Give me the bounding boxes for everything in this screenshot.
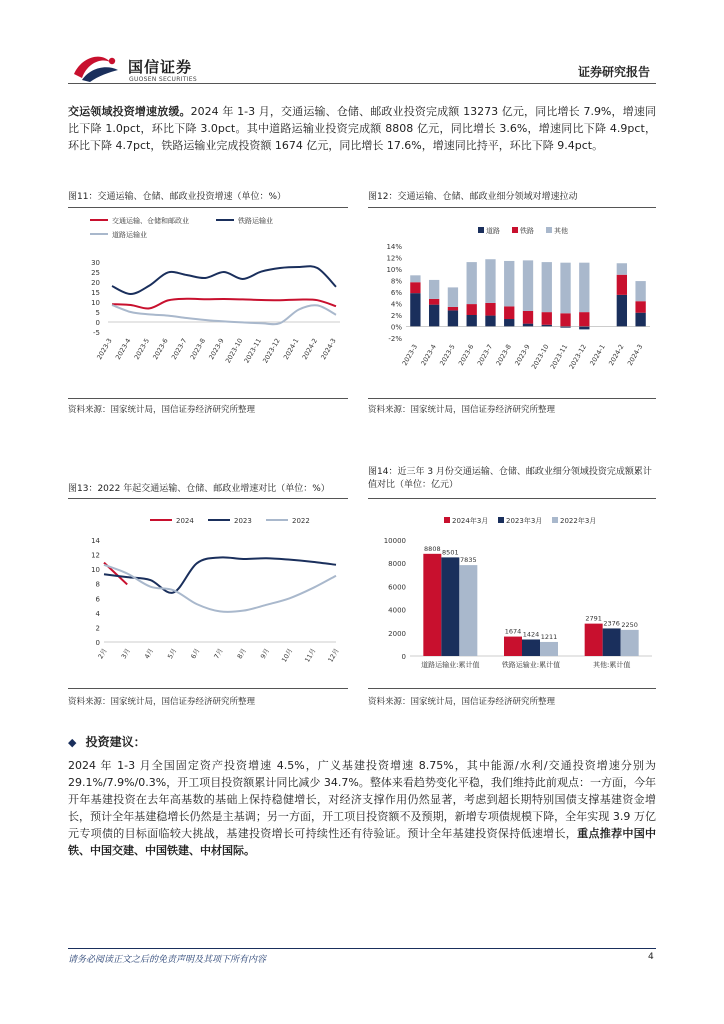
fig12-legend-swatch (478, 227, 484, 233)
fig13-y-tick: 0 (95, 639, 100, 647)
brand-name-en: GUOSEN SECURITIES (129, 76, 198, 83)
fig12-bar-segment (485, 259, 495, 303)
fig14-data-label: 1211 (540, 632, 558, 641)
fig14-data-label: 1674 (504, 627, 522, 636)
fig14-top-rule (368, 498, 656, 499)
footer-disclaimer: 请务必阅读正文之后的免责声明及其项下所有内容 (68, 955, 267, 965)
fig12-y-tick: 4% (390, 300, 402, 309)
fig12-y-tick: 12% (386, 254, 402, 263)
fig11-x-tick: 2023-10 (223, 337, 245, 365)
fig11-legend-label: 交通运输、仓储和邮政业 (112, 217, 189, 225)
fig11-top-rule (68, 207, 348, 208)
fig11-x-tick: 2023-5 (132, 337, 152, 361)
fig12-bar-segment (467, 304, 477, 315)
fig13-y-tick: 14 (91, 537, 100, 545)
fig12-bar-segment (635, 301, 645, 313)
fig12-bar-segment (410, 282, 420, 293)
page-number: 4 (648, 952, 654, 962)
fig14-bar (504, 637, 522, 656)
fig11-chart (68, 210, 348, 395)
advice-text: 2024 年 1-3 月全国固定资产投资增速 4.5%，广义基建投资增速 8.75%，其中能源/水利/交通投资增速分别为 29.1%/7.9%/0.3%，开工项目投资额累计同比减少 34.7%。整体来看趋势变化平稳，我们维持此前观点：一方面，今年开年基建投资在去年高基数的基础上保持稳健增长，对经济支撑作用仍然显著，考虑到超长期特别国债支撑基建资金增长，预计全年基建稳增长仍然是主基调；另一方面，开工项目投资额不及预期，新增专项债规模下降，全年实现 3.9 万亿元专项债的目标面临较大挑战，基建投资增长可持续性还有待验证。预计全年基建投资保持低速增长， (68, 759, 656, 840)
fig12-bar-segment (617, 295, 627, 327)
intro-text: 2024 年 1-3 月，交通运输、仓储、邮政业投资完成额 13273 亿元，同比增长 7.9%，增速同比下降 1.0pct，环比下降 3.0pct。其中道路运输业投资完成额 8808 亿元，同比增长 3.6%，增速同比下降 4.9pct，环比下降 4.7pct，铁路运输业完成投资额 1674 亿元，同比增长 17.6%，增速同比持平，环比下降 9.4pct。 (68, 105, 656, 152)
fig12-x-tick: 2023-5 (438, 343, 457, 367)
fig11-legend-label: 道路运输业 (112, 231, 147, 239)
fig12-bar-segment (448, 307, 458, 310)
fig11-x-tick: 2023-9 (207, 337, 226, 361)
fig14-bar (522, 639, 540, 656)
fig13-top-rule (68, 498, 348, 499)
fig12-bar-segment (635, 281, 645, 301)
fig12-legend-label: 铁路 (520, 227, 534, 235)
fig14-bar (441, 557, 459, 656)
fig12-source: 资料来源：国家统计局，国信证券经济研究所整理 (368, 405, 556, 415)
fig13-series-line (104, 565, 336, 612)
fig12-bar-segment (560, 313, 570, 326)
header-rule (68, 83, 656, 84)
fig12-bar-segment (429, 280, 439, 299)
fig14-data-label: 8808 (424, 544, 441, 553)
fig14-legend-label: 2024年3月 (452, 517, 489, 525)
fig14-legend-swatch (498, 517, 504, 523)
fig11-y-tick: 25 (91, 269, 100, 277)
fig12-x-tick: 2024-3 (625, 343, 645, 367)
fig14-bar (603, 628, 621, 656)
fig12-legend-swatch (546, 227, 552, 233)
fig12-bar-segment (429, 299, 439, 305)
fig11-x-tick: 2023-6 (151, 337, 170, 361)
fig12-bar-segment (504, 306, 514, 319)
fig12-bar-segment (523, 311, 533, 324)
fig12-bar-segment (579, 312, 589, 326)
fig12-x-tick: 2023-12 (567, 343, 589, 371)
fig13-x-tick: 3月 (119, 647, 132, 661)
fig14-bottom-rule (368, 688, 656, 689)
fig12-bar-segment (579, 327, 589, 330)
fig12-y-tick: 8% (390, 277, 402, 286)
fig13-x-tick: 2月 (96, 647, 109, 661)
fig13-x-tick: 8月 (235, 647, 248, 661)
fig14-caption: 图14：近三年 3 月份交通运输、仓储、邮政业细分领域投资完成额累计值对比（单位：亿元） (368, 467, 652, 490)
fig11-y-tick: 20 (91, 279, 100, 287)
fig12-y-tick: 0% (390, 323, 402, 332)
fig13-source: 资料来源：国家统计局，国信证券经济研究所整理 (68, 697, 256, 707)
fig11-y-tick: 5 (95, 309, 100, 317)
fig12-x-tick: 2023-8 (494, 343, 513, 367)
fig12-y-tick: -2% (388, 335, 402, 343)
fig12-top-rule (368, 207, 656, 208)
fig12-bar-segment (485, 316, 495, 327)
guosen-logo-icon (72, 52, 122, 84)
fig14-legend-swatch (552, 517, 558, 523)
advice-paragraph (68, 757, 656, 859)
fig12-x-tick: 2023-7 (475, 343, 495, 367)
fig12-x-tick: 2023-4 (419, 343, 438, 367)
fig12-x-tick: 2024-1 (588, 343, 607, 367)
fig13-x-tick: 4月 (142, 647, 156, 661)
fig13-x-tick: 10月 (280, 647, 295, 664)
fig13-x-tick: 12月 (326, 647, 341, 664)
fig12-bar-segment (560, 263, 570, 314)
fig13-y-tick: 8 (95, 580, 100, 589)
fig12-bar-segment (523, 324, 533, 327)
fig12-bar-segment (448, 310, 458, 326)
fig14-x-tick: 其他:累计值 (592, 661, 631, 669)
fig11-y-tick: 30 (91, 259, 100, 267)
fig14-bar (621, 630, 639, 656)
fig13-legend-label: 2024 (176, 517, 194, 525)
fig14-x-tick: 铁路运输业:累计值 (501, 661, 561, 669)
fig13-x-tick: 7月 (212, 647, 225, 661)
fig14-data-label: 7835 (460, 556, 477, 565)
fig13-x-tick: 6月 (189, 647, 202, 661)
fig11-x-tick: 2023-8 (188, 337, 208, 361)
fig14-chart (368, 502, 656, 682)
fig11-x-tick: 2023-11 (242, 337, 264, 365)
fig11-y-tick: 0 (95, 319, 100, 327)
fig12-bar-segment (429, 305, 439, 327)
brand-name: 国信证券 (128, 58, 193, 76)
fig12-bar-segment (467, 262, 477, 304)
fig12-bar-segment (542, 262, 552, 312)
fig12-bar-segment (523, 260, 533, 311)
fig11-x-tick: 2023-3 (95, 337, 114, 361)
fig12-chart (368, 210, 656, 395)
fig12-x-tick: 2023-10 (529, 343, 551, 371)
advice-heading-row (68, 731, 146, 750)
fig12-bottom-rule (368, 398, 656, 399)
fig14-y-tick: 2000 (388, 629, 406, 638)
fig13-x-tick: 5月 (166, 647, 179, 661)
fig14-data-label: 2376 (603, 619, 620, 628)
fig14-data-label: 2250 (621, 620, 638, 629)
fig14-legend-label: 2023年3月 (506, 517, 543, 525)
doc-type: 证券研究报告 (578, 65, 651, 79)
fig14-source: 资料来源：国家统计局，国信证券经济研究所整理 (368, 697, 556, 707)
intro-lead: 交运领域投资增速放缓。 (68, 105, 191, 118)
fig14-bar (423, 554, 441, 656)
fig12-bar-segment (504, 261, 514, 306)
fig14-y-tick: 8000 (388, 560, 406, 569)
fig14-legend-label: 2022年3月 (560, 517, 597, 525)
fig14-y-tick: 6000 (388, 583, 406, 592)
fig12-bar-segment (504, 319, 514, 326)
fig12-bar-segment (410, 275, 420, 282)
fig14-data-label: 8501 (442, 548, 459, 557)
fig14-data-label: 1424 (522, 630, 540, 639)
fig14-y-tick: 0 (401, 653, 406, 661)
fig12-bar-segment (448, 287, 458, 307)
fig12-y-tick: 14% (386, 243, 402, 251)
advice-recommendation: 重点推荐中国中铁、中国交建、中国铁建、中材国际。 (68, 827, 657, 857)
fig13-caption: 图13：2022 年起交通运输、仓储、邮政业增速对比（单位：%） (68, 484, 330, 494)
fig11-source: 资料来源：国家统计局，国信证券经济研究所整理 (68, 405, 256, 415)
fig13-y-tick: 10 (91, 566, 100, 575)
fig12-legend-label: 其他 (554, 227, 568, 235)
fig14-y-tick: 4000 (388, 606, 406, 615)
fig12-bar-segment (635, 313, 645, 327)
fig13-bottom-rule (68, 688, 348, 689)
fig14-x-tick: 道路运输业:累计值 (421, 661, 480, 669)
footer-rule (68, 948, 656, 949)
fig12-x-tick: 2023-9 (513, 343, 532, 367)
fig13-chart (68, 502, 348, 682)
fig14-data-label: 2791 (585, 614, 602, 623)
fig12-bar-segment (542, 312, 552, 325)
diamond-bullet-icon: ◆ (68, 736, 77, 749)
fig11-x-tick: 2024-2 (300, 337, 320, 361)
fig13-x-tick: 11月 (303, 647, 318, 664)
fig14-bar (585, 624, 603, 656)
fig12-bar-segment (410, 293, 420, 326)
fig13-y-tick: 12 (91, 551, 100, 560)
fig12-bar-segment (579, 263, 589, 312)
fig11-y-tick: -5 (93, 329, 100, 337)
advice-heading: 投资建议： (85, 735, 146, 749)
fig12-bar-segment (485, 303, 495, 316)
fig14-bar (540, 642, 558, 656)
intro-paragraph (68, 103, 656, 154)
fig11-x-tick: 2023-12 (261, 337, 282, 365)
fig12-x-tick: 2023-6 (456, 343, 476, 367)
fig11-x-tick: 2023-4 (113, 337, 133, 361)
fig14-bar (459, 565, 477, 656)
fig12-legend-label: 道路 (486, 227, 500, 235)
header (0, 0, 724, 90)
fig12-bar-segment (467, 315, 477, 327)
fig12-x-tick: 2023-3 (400, 343, 420, 367)
fig12-y-tick: 6% (390, 289, 402, 297)
fig11-x-tick: 2024-1 (281, 337, 301, 361)
fig12-y-tick: 2% (390, 312, 402, 320)
fig12-bar-segment (617, 263, 627, 275)
fig13-y-tick: 2 (95, 624, 100, 633)
fig14-y-tick: 10000 (383, 537, 406, 545)
fig12-x-tick: 2024-2 (607, 343, 626, 367)
fig12-bar-segment (617, 275, 627, 295)
fig13-x-tick: 9月 (258, 647, 272, 661)
fig11-y-tick: 10 (91, 299, 100, 307)
fig12-x-tick: 2023-11 (548, 343, 570, 371)
fig13-legend-label: 2023 (234, 517, 252, 525)
fig11-caption: 图11：交通运输、仓储、邮政业投资增速（单位：%） (68, 192, 287, 202)
fig13-legend-label: 2022 (292, 517, 310, 525)
fig11-x-tick: 2023-7 (169, 337, 189, 361)
fig12-y-tick: 10% (386, 266, 402, 274)
fig11-y-tick: 15 (91, 289, 100, 297)
fig11-bottom-rule (68, 398, 348, 399)
fig13-series-line (104, 557, 336, 593)
fig11-x-tick: 2024-3 (319, 337, 338, 361)
fig12-legend-swatch (512, 227, 518, 233)
fig13-y-tick: 6 (95, 595, 100, 604)
fig12-caption: 图12：交通运输、仓储、邮政业细分领域对增速拉动 (368, 192, 578, 202)
fig14-legend-swatch (444, 517, 450, 523)
fig11-legend-label: 铁路运输业 (238, 217, 273, 225)
fig13-y-tick: 4 (95, 609, 100, 618)
fig11-series-line (112, 266, 336, 294)
